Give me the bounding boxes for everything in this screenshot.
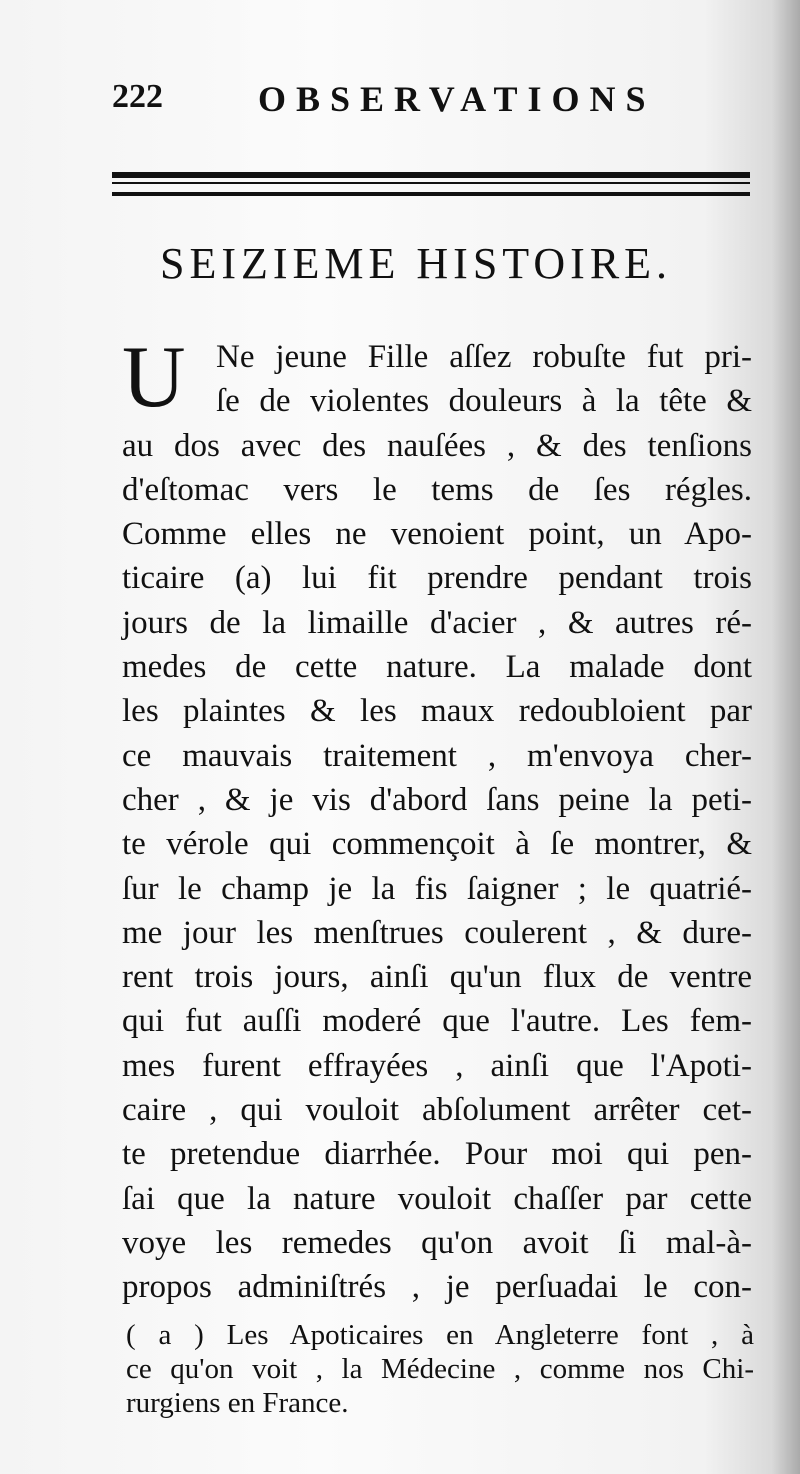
text-line: me jour les menſtrues coulerent , & dure- [122,914,752,951]
header-rule [112,172,750,196]
text-line: Ne jeune Fille aſſez robuſte fut pri- [216,339,752,375]
text-line: les plaintes & les maux redoubloient par [122,693,752,730]
running-title: OBSERVATIONS [258,79,656,119]
text-line: medes de cette nature. La malade dont [122,649,752,686]
text-line: au dos avec des nauſées , & des tenſions [122,427,752,464]
section-title: SEIZIEME HISTOIRE. [160,239,673,288]
text-line: ſe de violentes douleurs à la tête & [216,383,752,420]
page-gutter-shadow [772,0,800,1474]
text-line: ſur le champ je la fis ſaigner ; le quatrié- [122,870,752,907]
text-line: cher , & je vis d'abord ſans peine la peti- [122,781,752,818]
page-header [112,78,752,128]
text-line: mes furent effrayées , ainſi que l'Apoti- [122,1047,752,1084]
footnote-line: ( a ) Les Apoticaires en Angleterre font , à [126,1319,754,1351]
text-line: ticaire (a) lui fit prendre pendant trois [122,560,752,597]
text-line: te pretendue diarrhée. Pour moi qui pen- [122,1136,752,1173]
text-line: qui fut auſſi moderé que l'autre. Les fem- [122,1003,752,1040]
text-line: ſai que la nature vouloit chaſſer par cette [122,1180,752,1217]
footnote-line: rurgiens en France. [126,1387,349,1419]
footnote-line: ce qu'on voit , la Médecine , comme nos Chi- [126,1353,754,1385]
text-line: voye les remedes qu'on avoit ſi mal-à- [122,1224,752,1261]
text-line: propos adminiſtrés , je perſuadai le con- [122,1269,752,1306]
text-line: Comme elles ne venoient point, un Apo- [122,516,752,553]
text-line: d'eſtomac vers le tems de ſes régles. [122,471,752,508]
text-line: jours de la limaille d'acier , & autres ré- [122,604,752,641]
footnote [126,1318,754,1420]
text-line: ce mauvais traitement , m'envoya cher- [122,737,752,774]
text-line: te vérole qui commençoit à ſe montrer, & [122,826,752,863]
page-number: 222 [112,78,163,115]
body-text [122,329,752,1310]
text-line: caire , qui vouloit abſolument arrêter cet- [122,1092,752,1129]
drop-cap: U [122,329,186,426]
text-line: rent trois jours, ainſi qu'un flux de ventre [122,959,752,996]
